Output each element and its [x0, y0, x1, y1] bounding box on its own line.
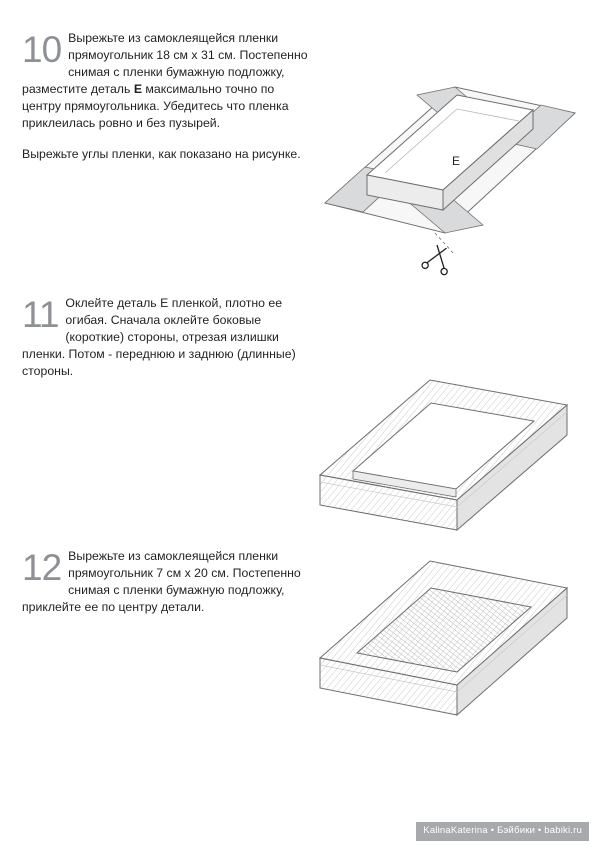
step-10-text — [22, 30, 312, 163]
step-11-text — [22, 295, 312, 380]
step-10-text-part-2: максимально точно по центру прямоугольника. Убедитесь что пленка приклеилась ровно и без пузырей. — [22, 82, 289, 131]
step-10-paragraph-2: Вырежьте углы пленки, как показано на рисунке. — [22, 146, 301, 161]
step-10-number: 10 — [22, 29, 62, 70]
step-12-text — [22, 548, 312, 616]
step-11-body — [22, 295, 312, 380]
step-12-body — [22, 548, 312, 616]
step-10-paragraph-1 — [22, 30, 312, 133]
figure-step-12 — [305, 543, 585, 743]
step-10-bold-token: E — [133, 82, 143, 97]
figure-step-10-illustration — [305, 55, 595, 285]
figure-step-10-label: E — [452, 154, 461, 168]
figure-step-11-illustration — [305, 370, 585, 560]
step-11-paragraph-1: Оклейте деталь E пленкой, плотно ее огибая. Сначала оклейте боковые (короткие) стороны, отрезая излишки пленки. Потом - переднюю и заднюю (длинные) стороны. — [22, 296, 296, 379]
figure-step-11 — [305, 370, 585, 560]
figure-step-12-illustration — [305, 543, 585, 743]
step-11-number: 11 — [22, 294, 59, 335]
figure-step-10 — [305, 55, 595, 285]
step-12-paragraph-1: Вырежьте из самоклеящейся пленки прямоугольник 7 см x 20 см. Постепенно снимая с пленки бумажную подложку, приклейте ее по центру детали. — [22, 549, 301, 615]
step-10-body — [22, 30, 312, 163]
footer-credit: KalinaKaterina • Бэйбики • babiki.ru — [416, 822, 589, 841]
step-10-text-part-1: Вырежьте из самоклеящейся пленки прямоугольник 18 см x 31 см. Постепенно снимая с пленки бумажную подложку, разместите деталь — [22, 31, 308, 97]
step-12-number: 12 — [22, 547, 62, 588]
scissors-icon — [421, 242, 454, 275]
